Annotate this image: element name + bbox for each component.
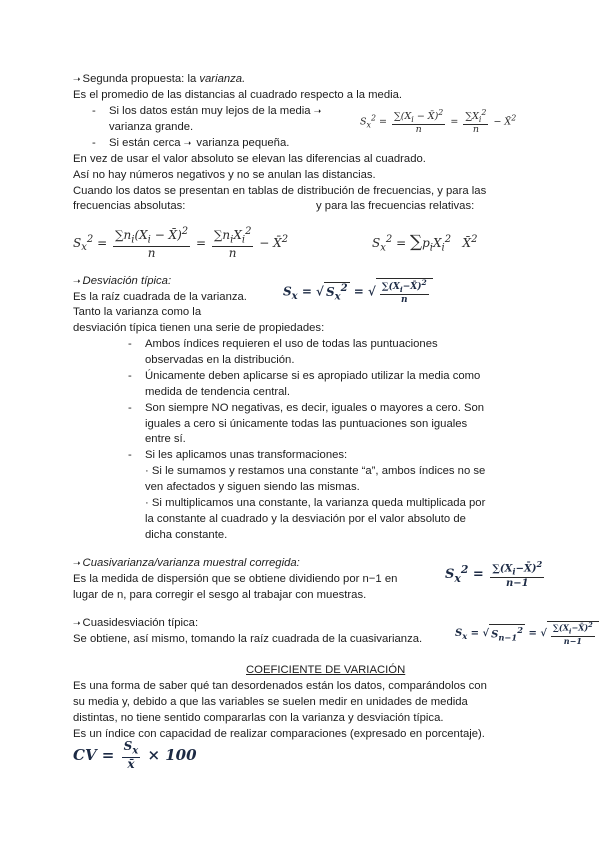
property-item: - Únicamente deben aplicarse si es apropiado utilizar la media como (128, 370, 481, 382)
formula-variance-absolute: $S_x^2$ = $\frac{\sum n_i(X_i - X̄)^2}{n}$ = $\frac{\sum n_iX_i^2}{n}$ − X̄$^2$ (73, 226, 289, 260)
desviacion-line3: desviación típica tienen una serie de propiedades: (73, 322, 325, 334)
property-item: - Son siempre NO negativas, es decir, iguales o mayores a cero. Son (128, 402, 485, 414)
cv-line1: Es una forma de saber qué tan desordenados están los datos, comparándolos con (73, 680, 487, 692)
absolute-frequencies-label: frecuencias absolutas: (73, 200, 186, 212)
formula-variance-relative: $S_x^2 = \sum p_iX_i^2$ X̄$^2$ (372, 232, 478, 254)
squared-text: En vez de usar el valor absoluto se elevan las diferencias al cuadrado. (73, 153, 426, 165)
formula-variance: $S_x^2$ = $\frac{\sum(X_i - X̄)^2}{n}$ = $\frac{\sum X_i^2}{n}$ − X̄$^2$ (360, 108, 517, 136)
bullet-far-cont: varianza grande. (109, 121, 194, 133)
arrow-icon: ➝ (313, 106, 322, 116)
varianza-definition: Es el promedio de las distancias al cuadrado respecto a la media. (73, 89, 403, 101)
property-item: - Si les aplicamos unas transformaciones: (128, 449, 348, 461)
property-item: entre sí. (145, 433, 186, 445)
formula-cv: CV = $\frac{S_x}{x̄}$ × 100 (73, 739, 197, 771)
cuasivarianza-line2: lugar de n, para corregir el sesgo al trabajar con muestras. (73, 589, 367, 601)
frequency-tables-text: Cuando los datos se presentan en tablas de distribución de frecuencias, y para las (73, 185, 487, 197)
property-item: medida de tendencia central. (145, 386, 291, 398)
arrow-icon: ➝ (73, 618, 81, 628)
property-item: · Si le sumamos y restamos una constante “a”, ambos índices no se (145, 465, 486, 477)
no-negatives-text: Así no hay números negativos y no se anulan las distancias. (73, 169, 376, 181)
formula-quasi-std-dev: $S_x$ = √ $S_{n-1}^2$ = √ $\frac{\sum(X_i-X̄)^2}{n-1}$ (455, 621, 599, 646)
formula-quasi-variance: $S_x^2$ = $\frac{\sum(X_i-X̄)^2}{n-1}$ (445, 559, 543, 589)
relative-frequencies-label: y para las frecuencias relativas: (316, 200, 475, 212)
property-item: iguales a cero si únicamente todas las puntuaciones son iguales (145, 418, 468, 430)
property-item: dicha constante. (145, 529, 228, 541)
arrow-icon: ➝ (183, 138, 192, 148)
bullet-near: - Si están cerca ➝ varianza pequeña. (92, 137, 290, 149)
formula-std-dev: $S_x$ = √ $S_x^2$ = √ $\frac{\sum(X_i-X̄)^2}{n}$ (283, 278, 433, 306)
property-item: observadas en la distribución. (145, 354, 295, 366)
cuasivarianza-line1: Es la medida de dispersión que se obtiene dividiendo por n−1 en (73, 573, 398, 585)
cuasivarianza-heading: ➝ Cuasivarianza/varianza muestral corregida: (73, 557, 300, 569)
desviacion-definition: Es la raíz cuadrada de la varianza. (73, 291, 247, 303)
cv-heading: COEFICIENTE DE VARIACIÓN (246, 664, 406, 676)
property-item: · Si multiplicamos una constante, la varianza queda multiplicada por (145, 497, 486, 509)
bullet-far: - Si los datos están muy lejos de la media ➝ (92, 105, 322, 117)
cv-line4: Es un índice con capacidad de realizar comparaciones (expresado en porcentaje). (73, 728, 485, 740)
desviacion-line2: Tanto la varianza como la (73, 306, 202, 318)
arrow-icon: ➝ (73, 276, 81, 286)
varianza-heading: ➝ Segunda propuesta: la varianza. (73, 73, 246, 85)
desviacion-heading: ➝ Desviación típica: (73, 275, 172, 287)
property-item: la constante al cuadrado y la desviación por el valor absoluto de (145, 513, 466, 525)
property-item: ven afectados y siguen siendo las mismas. (145, 481, 360, 493)
arrow-icon: ➝ (73, 558, 81, 568)
cuasidesviacion-line1: Se obtiene, así mismo, tomando la raíz cuadrada de la cuasivarianza. (73, 633, 423, 645)
cv-line2: su media y, debido a que las variables se suelen medir en unidades de medida (73, 696, 468, 708)
property-item: - Ambos índices requieren el uso de todas las puntuaciones (128, 338, 438, 350)
arrow-icon: ➝ (73, 74, 81, 84)
cuasidesviacion-heading: ➝ Cuasidesviación típica: (73, 617, 199, 629)
cv-line3: distintas, no tiene sentido compararlas con la varianza y desviación típica. (73, 712, 444, 724)
